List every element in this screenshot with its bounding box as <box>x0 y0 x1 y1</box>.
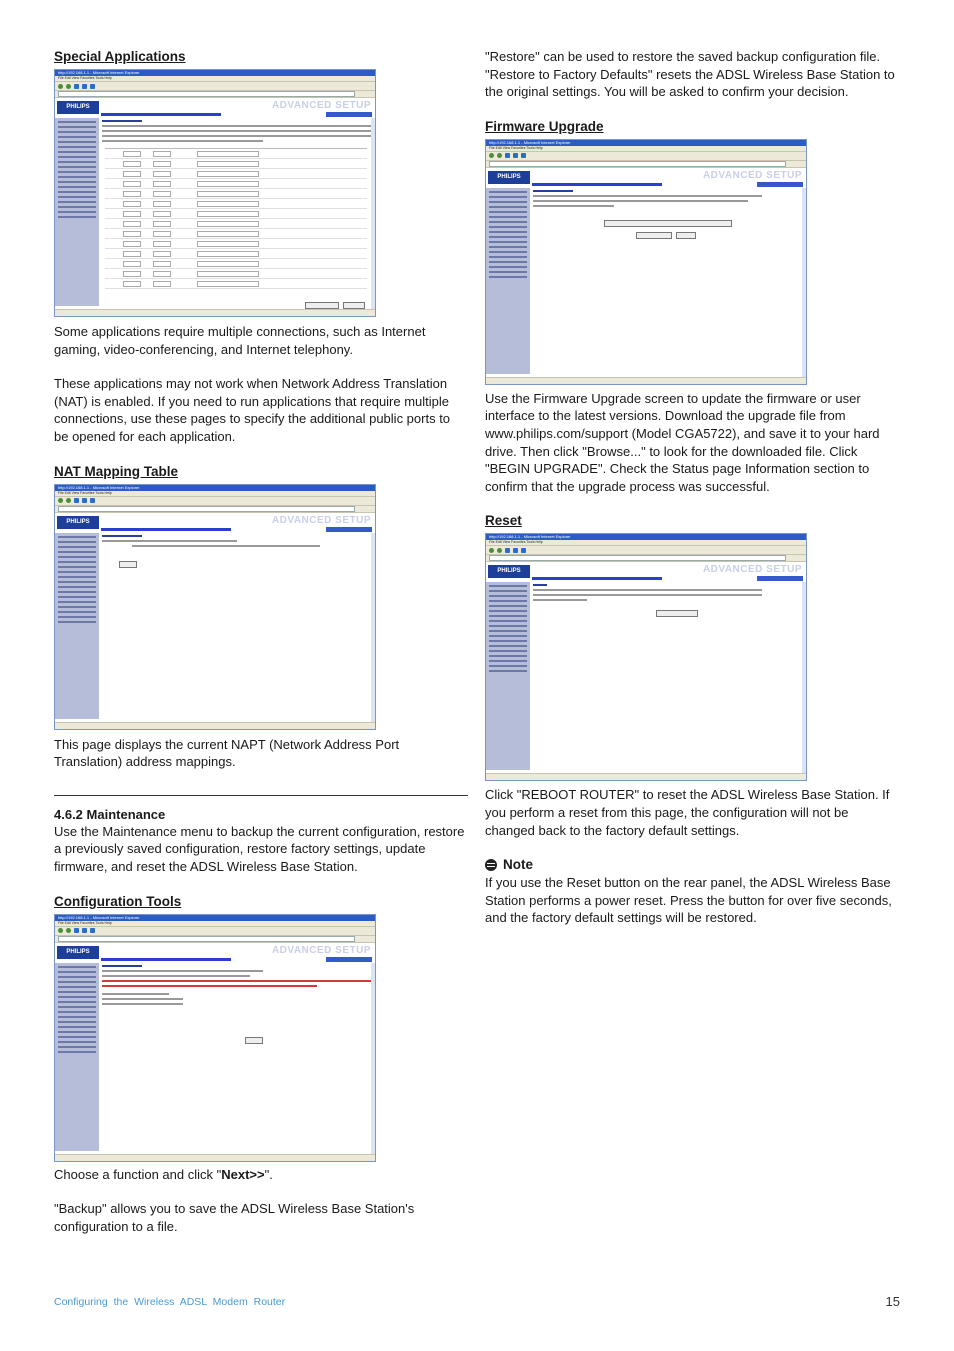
reset-para1: Click "REBOOT ROUTER" to reset the ADSL Wireless Base Station. If you perform a reset from this page, the configuration will not be changed back to the factory default settings. <box>485 787 890 838</box>
router-banner <box>486 562 806 584</box>
special-applications-heading: Special Applications <box>54 49 186 64</box>
address-bar <box>55 91 375 98</box>
philips-logo: PHILIPS <box>57 101 99 114</box>
router-sidebar <box>486 188 530 374</box>
advanced-setup-label: ADVANCED SETUP <box>271 944 371 956</box>
router-banner <box>55 513 375 535</box>
address-bar <box>55 936 375 943</box>
browser-toolbar <box>55 497 375 506</box>
window-title: http://192.168.1.1 - Microsoft Internet Explorer <box>486 140 806 146</box>
left-column <box>54 48 468 1235</box>
firmware-upgrade-screenshot <box>485 139 807 385</box>
philips-logo: PHILIPS <box>488 565 530 578</box>
configuration-tools-para1: Choose a function and click "Next>>". <box>54 1166 273 1182</box>
advanced-setup-label: ADVANCED SETUP <box>702 169 802 181</box>
browser-toolbar <box>55 927 375 936</box>
address-bar <box>55 506 375 513</box>
browser-toolbar <box>486 546 806 555</box>
window-title: http://192.168.1.1 - Microsoft Internet Explorer <box>55 485 375 491</box>
note-heading: Note <box>485 856 899 874</box>
configuration-tools-para2: "Backup" allows you to save the ADSL Wireless Base Station's configuration to a file. <box>54 1201 415 1234</box>
reset-heading: Reset <box>485 513 522 529</box>
browser-toolbar <box>486 152 806 161</box>
configuration-tools-heading: Configuration Tools <box>54 893 182 909</box>
window-title: http://192.168.1.1 - Microsoft Internet Explorer <box>486 534 806 540</box>
menu-bar: File Edit View Favorites Tools Help <box>486 146 806 152</box>
router-sidebar <box>486 582 530 770</box>
advanced-setup-label: ADVANCED SETUP <box>271 514 371 526</box>
philips-logo: PHILIPS <box>57 946 99 959</box>
nat-mapping-para1: This page displays the current NAPT (Network Address Port Translation) address mappings. <box>54 736 400 770</box>
router-content <box>102 535 371 550</box>
router-banner <box>55 98 375 120</box>
advanced-setup-label: ADVANCED SETUP <box>702 564 802 576</box>
philips-logo: PHILIPS <box>57 516 99 529</box>
right-column <box>485 48 899 927</box>
router-banner <box>486 168 806 190</box>
menu-bar: File Edit View Favorites Tools Help <box>55 921 375 927</box>
menu-bar: File Edit View Favorites Tools Help <box>55 76 375 82</box>
router-content <box>102 120 371 145</box>
note-icon <box>485 859 497 871</box>
maintenance-para1: Use the Maintenance menu to backup the current configuration, restore a previously saved configuration, restore factory settings, update firmware, and reset the ADSL Wireless Base Station. <box>54 823 465 874</box>
window-title: http://192.168.1.1 - Microsoft Internet Explorer <box>55 70 375 76</box>
firmware-upgrade-para1: Use the Firmware Upgrade screen to update the firmware or user interface to the latest versions. Download the upgrade file from www.philips.com/support (Model CGA5722), and save it to your hard drive. Then click "Browse..." to look for the downloaded file. Click "BEGIN UPGRADE". Check the Status page Information section to confirm that the upgrade process was successful. <box>485 390 880 494</box>
router-banner <box>55 943 375 965</box>
router-sidebar <box>55 533 99 719</box>
restore-para: "Restore" can be used to restore the saved backup configuration file. "Restore to Factory Defaults" resets the ADSL Wireless Base Station to the original settings. You will be asked to confirm your decision. <box>485 49 895 100</box>
window-title: http://192.168.1.1 - Microsoft Internet Explorer <box>55 915 375 921</box>
page-number: 15 <box>885 1294 900 1309</box>
address-bar <box>486 555 806 562</box>
philips-logo: PHILIPS <box>488 171 530 184</box>
firmware-upgrade-heading: Firmware Upgrade <box>485 118 604 134</box>
note-para1: If you use the Reset button on the rear panel, the ADSL Wireless Base Station performs a power reset. Press the button for over five seconds, and the factory default settings will be restored. <box>485 875 892 926</box>
router-content <box>533 584 802 604</box>
reset-screenshot <box>485 533 807 781</box>
advanced-setup-label: ADVANCED SETUP <box>271 100 371 111</box>
special-applications-para1: Some applications require multiple connections, such as Internet gaming, video-conferencing, and Internet telephony. <box>54 324 426 357</box>
router-sidebar <box>55 963 99 1151</box>
browser-toolbar <box>55 82 375 91</box>
maintenance-heading: 4.6.2 Maintenance <box>54 806 166 822</box>
menu-bar: File Edit View Favorites Tools Help <box>486 540 806 546</box>
router-content <box>102 965 371 1008</box>
trigger-table <box>105 148 367 289</box>
configuration-tools-screenshot <box>54 914 376 1162</box>
router-sidebar <box>55 118 99 306</box>
special-applications-screenshot <box>54 69 376 317</box>
footer-title: Configuring the Wireless ADSL Modem Router <box>54 1296 286 1308</box>
menu-bar: File Edit View Favorites Tools Help <box>55 491 375 497</box>
nat-mapping-screenshot <box>54 484 376 730</box>
nat-mapping-heading: NAT Mapping Table <box>54 463 178 479</box>
special-applications-para2: These applications may not work when Network Address Translation (NAT) is enabled. If you need to run applications that require multiple connections, use these pages to specify the additional public ports to be opened for each application. <box>54 376 451 444</box>
address-bar <box>486 161 806 168</box>
router-content <box>533 190 802 210</box>
